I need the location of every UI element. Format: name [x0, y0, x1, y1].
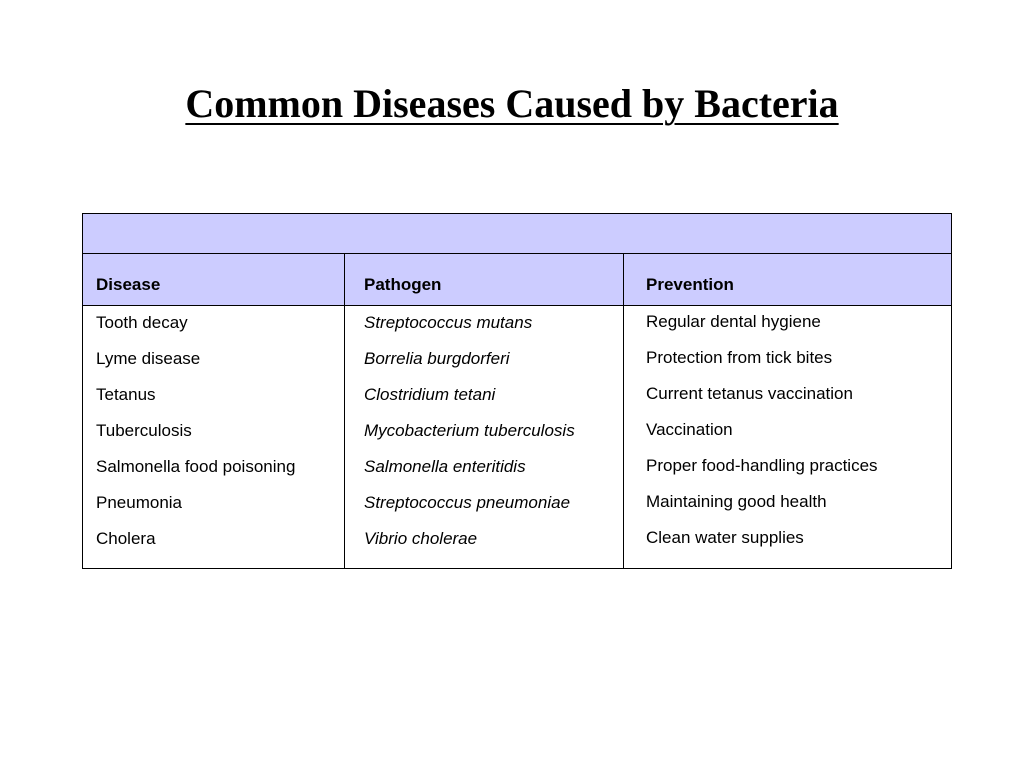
prevention-cell: Vaccination [646, 420, 733, 439]
pathogen-cell: Streptococcus mutans [364, 313, 533, 332]
disease-cell: Salmonella food poisoning [96, 457, 296, 476]
disease-cell: Pneumonia [96, 493, 183, 512]
disease-cell: Tetanus [96, 385, 156, 404]
disease-column [96, 312, 295, 564]
disease-cell: Tooth decay [96, 313, 188, 332]
column-header-prevention: Prevention [646, 275, 734, 294]
prevention-cell: Current tetanus vaccination [646, 384, 853, 403]
column-header-disease: Disease [96, 275, 161, 294]
bacteria-table [82, 213, 952, 569]
pathogen-cell: Streptococcus pneumoniae [364, 493, 571, 512]
disease-cell: Lyme disease [96, 349, 201, 368]
pathogen-cell: Vibrio cholerae [364, 529, 478, 548]
pathogen-column [364, 312, 575, 564]
disease-cell: Cholera [96, 529, 156, 548]
prevention-cell: Clean water supplies [646, 528, 804, 547]
prevention-cell: Regular dental hygiene [646, 312, 821, 331]
prevention-cell: Protection from tick bites [646, 348, 833, 367]
table-header-band [83, 214, 951, 305]
column-divider-2 [623, 254, 624, 568]
prevention-column [646, 311, 878, 563]
header-divider [83, 305, 951, 306]
prevention-cell: Maintaining good health [646, 492, 827, 511]
column-divider-1 [344, 254, 345, 568]
pathogen-cell: Clostridium tetani [364, 385, 496, 404]
caption-divider [83, 253, 951, 254]
pathogen-cell: Borrelia burgdorferi [364, 349, 510, 368]
pathogen-cell: Salmonella enteritidis [364, 457, 526, 476]
column-header-pathogen: Pathogen [364, 275, 442, 294]
slide-title: Common Diseases Caused by Bacteria [185, 81, 839, 126]
pathogen-cell: Mycobacterium tuberculosis [364, 421, 575, 440]
prevention-cell: Proper food-handling practices [646, 456, 878, 475]
disease-cell: Tuberculosis [96, 421, 192, 440]
